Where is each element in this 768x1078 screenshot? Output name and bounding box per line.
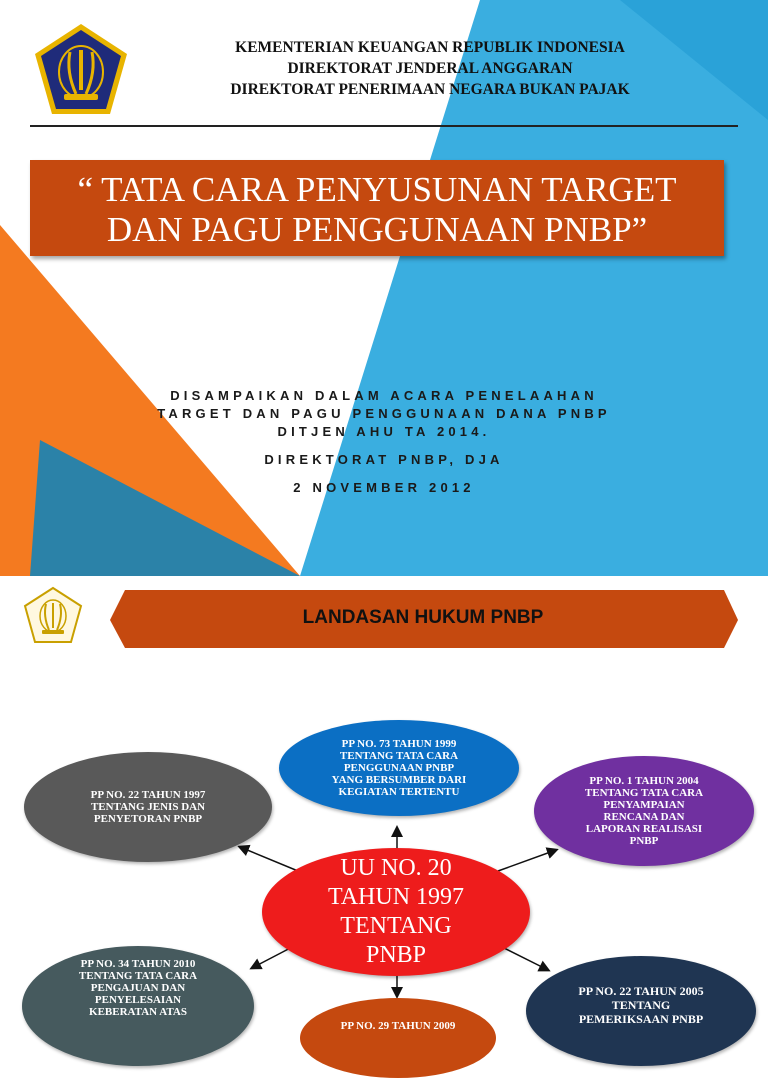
- node-pp-73-1999: [279, 720, 519, 816]
- node-bl-line-3: PENGAJUAN DAN: [90, 982, 186, 994]
- node-pp-29-2009: [300, 998, 496, 1078]
- subtitle-line-3: DITJEN AHU TA 2014.: [277, 424, 491, 439]
- node-right-line-6: PNBP: [629, 835, 659, 847]
- presentation-title: [30, 170, 724, 250]
- node-pp-22-1997: [24, 752, 272, 862]
- kemenkeu-logo: [30, 22, 132, 122]
- subtitle-block: [60, 387, 708, 497]
- subtitle-line-1: DISAMPAIKAN DALAM ACARA PENELAAHAN: [170, 388, 598, 403]
- header-line-1: KEMENTERIAN KEUANGAN REPUBLIK INDONESIA: [235, 39, 625, 56]
- node-pp-22-2005: [526, 956, 756, 1066]
- node-bc-line-1: PP NO. 29 TAHUN 2009: [340, 1020, 456, 1032]
- node-top-line-5: KEGIATAN TERTENTU: [338, 786, 460, 798]
- subtitle-line-4: DIREKTORAT PNBP, DJA: [264, 452, 504, 467]
- node-right-line-5: LAPORAN REALISASI: [585, 823, 703, 835]
- center-line-3: TENTANG: [340, 913, 452, 939]
- header-line-3: DIREKTORAT PENERIMAAN NEGARA BUKAN PAJAK: [230, 81, 630, 98]
- title-line-1: “ TATA CARA PENYUSUNAN TARGET: [77, 170, 677, 209]
- node-bl-line-5: KEBERATAN ATAS: [89, 1006, 187, 1018]
- node-left-line-2: TENTANG JENIS DAN: [90, 801, 206, 813]
- node-top-line-3: PENGGUNAAN PNBP: [343, 762, 455, 774]
- subtitle-line-2: TARGET DAN PAGU PENGGUNAAN DANA PNBP: [157, 406, 611, 421]
- node-left-line-1: PP NO. 22 TAHUN 1997: [90, 789, 206, 801]
- header-line-2: DIREKTORAT JENDERAL ANGGARAN: [287, 60, 573, 77]
- node-top-line-2: TENTANG TATA CARA: [339, 750, 459, 762]
- title-line-2: DAN PAGU PENGGUNAAN PNBP”: [106, 210, 648, 249]
- node-pp-1-2004: [534, 756, 754, 866]
- node-right-line-4: RENCANA DAN: [603, 811, 685, 823]
- node-right-line-2: TENTANG TATA CARA: [584, 787, 704, 799]
- node-pp-34-2010: [22, 946, 254, 1066]
- legal-basis-slide: [0, 576, 768, 1032]
- node-bl-line-1: PP NO. 34 TAHUN 2010: [80, 958, 196, 970]
- node-bl-line-4: PENYELESAIAN: [94, 994, 182, 1006]
- node-br-line-3: PEMERIKSAAN PNBP: [578, 1012, 704, 1026]
- subtitle-line-5: 2 NOVEMBER 2012: [293, 480, 475, 495]
- node-left-line-3: PENYETORAN PNBP: [93, 813, 203, 825]
- slide-heading: LANDASAN HUKUM PNBP: [302, 607, 544, 628]
- center-line-2: TAHUN 1997: [327, 884, 465, 910]
- node-bl-line-2: TENTANG TATA CARA: [78, 970, 198, 982]
- title-box: [30, 160, 724, 256]
- node-br-line-1: PP NO. 22 TAHUN 2005: [578, 984, 704, 998]
- center-line-4: PNBP: [365, 942, 427, 968]
- node-right-line-3: PENYAMPAIAN: [603, 799, 685, 811]
- node-br-line-2: TENTANG: [611, 998, 671, 1012]
- center-line-1: UU NO. 20: [340, 855, 452, 881]
- node-top-line-4: YANG BERSUMBER DARI: [331, 774, 467, 786]
- header-divider: [30, 125, 738, 127]
- node-top-line-1: PP NO. 73 TAHUN 1999: [341, 738, 457, 750]
- node-right-line-1: PP NO. 1 TAHUN 2004: [589, 775, 699, 787]
- node-uu-20-1997: [262, 848, 530, 976]
- ministry-header: [140, 37, 720, 100]
